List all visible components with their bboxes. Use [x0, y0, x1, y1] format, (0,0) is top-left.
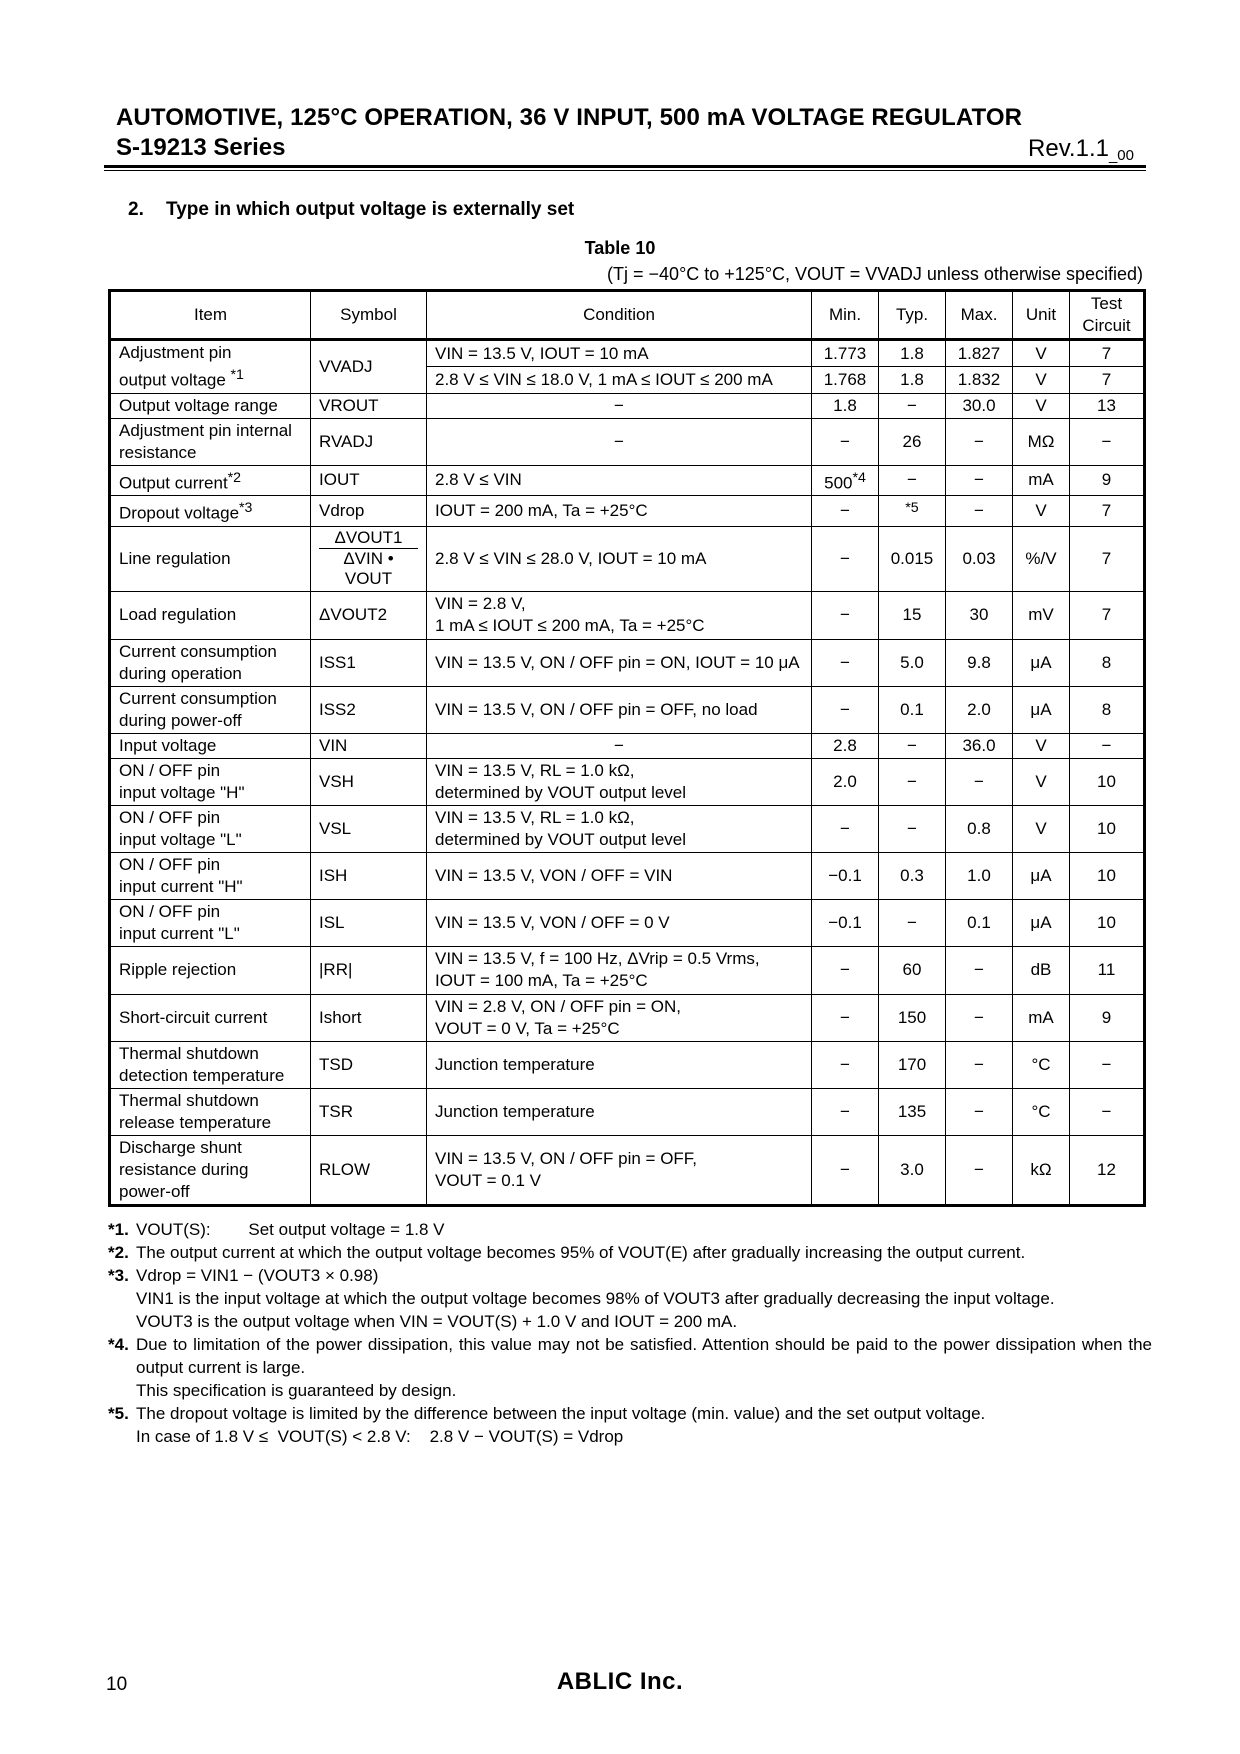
table-caption: Table 10 — [584, 238, 656, 258]
footnote — [108, 1218, 1152, 1241]
cell-condition: VIN = 2.8 V, ON / OFF pin = ON, VOUT = 0 V, Ta = +25°C — [427, 994, 812, 1041]
cell-unit: μA — [1013, 852, 1070, 899]
cell-typ: 0.015 — [879, 526, 946, 591]
cell-circuit: 12 — [1070, 1135, 1145, 1205]
cell-condition: VIN = 13.5 V, ON / OFF pin = ON, IOUT = 10 μA — [427, 639, 812, 686]
footnote-mark: *1. — [108, 1220, 129, 1239]
cell-max: − — [946, 946, 1013, 994]
cell-min: 1.773 — [812, 340, 879, 367]
cell-unit: μA — [1013, 686, 1070, 733]
cell-min: − — [812, 1088, 879, 1135]
cell-condition: VIN = 13.5 V, VON / OFF = VIN — [427, 852, 812, 899]
cell-typ: 1.8 — [879, 367, 946, 393]
cell-min: − — [812, 1041, 879, 1088]
company-logo: ABLIC Inc. — [556, 1668, 684, 1695]
header-symbol: Symbol — [311, 291, 427, 340]
cell-condition: − — [427, 393, 812, 418]
header-test: Test — [1090, 294, 1123, 313]
section-heading — [128, 199, 574, 221]
table-header-row — [110, 291, 1145, 340]
cell-typ: *5 — [879, 496, 946, 527]
cell-min: − — [812, 639, 879, 686]
cell-max: 0.03 — [946, 526, 1013, 591]
cell-condition: VIN = 13.5 V, f = 100 Hz, ΔVrip = 0.5 Vrms, IOUT = 100 mA, Ta = +25°C — [427, 946, 812, 994]
header-unit: Unit — [1013, 291, 1070, 340]
cell-typ: 150 — [879, 994, 946, 1041]
cell-item: Adjustment pin output voltage $^{*1}$ — [110, 340, 311, 394]
cell-typ: − — [879, 465, 946, 496]
cell-unit: mV — [1013, 591, 1070, 639]
cell-min: − — [812, 496, 879, 527]
cell-symbol: VVADJ — [311, 340, 427, 394]
cell-circuit: 10 — [1070, 758, 1145, 805]
cell-circuit: − — [1070, 733, 1145, 758]
cell-circuit: 7 — [1070, 526, 1145, 591]
footnote-text: In case of 1.8 V ≤ VOUT(S) < 2.8 V: 2.8 V − VOUT(S) = Vdrop — [136, 1427, 624, 1446]
revision-main: Rev.1.1 — [1028, 135, 1109, 162]
footnote — [108, 1264, 1152, 1333]
cell-unit: μA — [1013, 639, 1070, 686]
table-row — [110, 465, 1145, 496]
footnote-mark: *4. — [108, 1335, 129, 1354]
cell-item: Thermal shutdown release temperature — [110, 1088, 311, 1135]
cell-max: 2.0 — [946, 686, 1013, 733]
footnotes — [108, 1218, 1152, 1448]
series-name: S-19213 Series — [116, 134, 286, 161]
cell-typ: 3.0 — [879, 1135, 946, 1205]
header-max: Max. — [946, 291, 1013, 340]
header-typ: Typ. — [879, 291, 946, 340]
cell-condition: VIN = 13.5 V, RL = 1.0 kΩ, determined by VOUT output level — [427, 805, 812, 852]
footnote-mark: *3. — [108, 1266, 129, 1285]
spec-table — [108, 289, 1146, 1207]
cell-min: −0.1 — [812, 899, 879, 946]
table-row — [110, 1135, 1145, 1205]
cell-item: Input voltage — [110, 733, 311, 758]
table-row — [110, 1088, 1145, 1135]
footnote — [108, 1241, 1152, 1264]
table-row — [110, 526, 1145, 591]
cell-max: − — [946, 1041, 1013, 1088]
cell-typ: 1.8 — [879, 340, 946, 367]
cell-symbol: TSR — [311, 1088, 427, 1135]
table-row — [110, 899, 1145, 946]
cell-unit: V — [1013, 496, 1070, 527]
cell-condition: VIN = 13.5 V, RL = 1.0 kΩ, determined by VOUT output level — [427, 758, 812, 805]
footnote — [108, 1333, 1152, 1402]
cell-item: Dropout voltage$^{*3}$ — [110, 496, 311, 527]
cell-symbol: ISS1 — [311, 639, 427, 686]
table-row — [110, 852, 1145, 899]
cell-condition: 2.8 V ≤ VIN ≤ 18.0 V, 1 mA ≤ IOUT ≤ 200 mA — [427, 367, 812, 393]
document-title: AUTOMOTIVE, 125°C OPERATION, 36 V INPUT, 500 mA VOLTAGE REGULATOR — [116, 104, 1023, 131]
cell-min: − — [812, 526, 879, 591]
cell-min: − — [812, 946, 879, 994]
cell-circuit: 7 — [1070, 496, 1145, 527]
table-row — [110, 994, 1145, 1041]
header-condition: Condition — [427, 291, 812, 340]
cell-max: − — [946, 496, 1013, 527]
cell-unit: V — [1013, 758, 1070, 805]
cell-symbol: |RR| — [311, 946, 427, 994]
cell-unit: kΩ — [1013, 1135, 1070, 1205]
cell-condition: − — [427, 418, 812, 465]
cell-typ: 135 — [879, 1088, 946, 1135]
table-row — [110, 758, 1145, 805]
cell-item: Adjustment pin internal resistance — [110, 418, 311, 465]
cell-circuit: 9 — [1070, 994, 1145, 1041]
cell-symbol: VROUT — [311, 393, 427, 418]
cell-typ: 5.0 — [879, 639, 946, 686]
footnote-text: Due to limitation of the power dissipation, this value may not be satisfied. Attention should be paid to the power dissipation when the output current is large. — [136, 1335, 1152, 1377]
cell-circuit: 7 — [1070, 591, 1145, 639]
cell-symbol — [311, 526, 427, 591]
table-row — [110, 340, 1145, 367]
cell-condition: VIN = 13.5 V, IOUT = 10 mA — [427, 340, 812, 367]
cell-typ: 60 — [879, 946, 946, 994]
revision — [1028, 135, 1134, 163]
cell-unit: V — [1013, 805, 1070, 852]
cell-typ: 170 — [879, 1041, 946, 1088]
cell-max: − — [946, 994, 1013, 1041]
cell-item: Current consumption during power-off — [110, 686, 311, 733]
cell-item: ON / OFF pin input voltage "L" — [110, 805, 311, 852]
cell-condition: Junction temperature — [427, 1041, 812, 1088]
cell-symbol: ΔVOUT2 — [311, 591, 427, 639]
cell-max: − — [946, 758, 1013, 805]
cell-symbol: RVADJ — [311, 418, 427, 465]
cell-max: − — [946, 1135, 1013, 1205]
header-item: Item — [110, 291, 311, 340]
cell-unit: V — [1013, 393, 1070, 418]
cell-circuit: − — [1070, 1088, 1145, 1135]
cell-condition: − — [427, 733, 812, 758]
cell-max: 30.0 — [946, 393, 1013, 418]
cell-circuit: 9 — [1070, 465, 1145, 496]
cell-symbol: ISS2 — [311, 686, 427, 733]
cell-max: − — [946, 418, 1013, 465]
cell-condition: VIN = 13.5 V, ON / OFF pin = OFF, no load — [427, 686, 812, 733]
revision-sub: _00 — [1108, 147, 1134, 164]
table-row — [110, 496, 1145, 527]
cell-unit: mA — [1013, 465, 1070, 496]
footnote-text: VOUT3 is the output voltage when VIN = VOUT(S) + 1.0 V and IOUT = 200 mA. — [136, 1312, 738, 1331]
table-row — [110, 418, 1145, 465]
cell-circuit: − — [1070, 418, 1145, 465]
cell-circuit: 8 — [1070, 639, 1145, 686]
cell-symbol: ISH — [311, 852, 427, 899]
header-test-circuit — [1070, 291, 1145, 340]
cell-circuit: 10 — [1070, 805, 1145, 852]
footnote-mark: *2. — [108, 1243, 129, 1262]
cell-condition: VIN = 2.8 V, 1 mA ≤ IOUT ≤ 200 mA, Ta = +25°C — [427, 591, 812, 639]
cell-min: 1.8 — [812, 393, 879, 418]
cell-max: 1.832 — [946, 367, 1013, 393]
cell-unit: %/V — [1013, 526, 1070, 591]
footnote-text: VIN1 is the input voltage at which the output voltage becomes 98% of VOUT3 after gradually decreasing the input voltage. — [136, 1289, 1055, 1308]
header-rule-thick — [104, 165, 1146, 168]
footnote-text: The output current at which the output voltage becomes 95% of VOUT(E) after gradually increasing the output current. — [136, 1243, 1026, 1262]
cell-typ: − — [879, 393, 946, 418]
cell-circuit: 8 — [1070, 686, 1145, 733]
cell-circuit: 7 — [1070, 340, 1145, 367]
cell-circuit: 11 — [1070, 946, 1145, 994]
cell-unit: MΩ — [1013, 418, 1070, 465]
cell-circuit: 10 — [1070, 899, 1145, 946]
cell-item: Discharge shunt resistance during power-off — [110, 1135, 311, 1205]
cell-typ: 15 — [879, 591, 946, 639]
cell-typ: − — [879, 899, 946, 946]
cell-min: − — [812, 686, 879, 733]
cell-max: 1.0 — [946, 852, 1013, 899]
header-circuit: Circuit — [1082, 316, 1131, 335]
cell-typ: − — [879, 758, 946, 805]
table-row — [110, 805, 1145, 852]
cell-item: Output current$^{*2}$ — [110, 465, 311, 496]
cell-symbol: Ishort — [311, 994, 427, 1041]
cell-condition: Junction temperature — [427, 1088, 812, 1135]
cell-min: − — [812, 994, 879, 1041]
section-title: Type in which output voltage is externally set — [166, 199, 575, 220]
cell-min: − — [812, 1135, 879, 1205]
cell-unit: μA — [1013, 899, 1070, 946]
table-row — [110, 686, 1145, 733]
cell-unit: dB — [1013, 946, 1070, 994]
cell-unit: V — [1013, 367, 1070, 393]
cell-circuit: − — [1070, 1041, 1145, 1088]
cell-min: − — [812, 418, 879, 465]
cell-min: 2.0 — [812, 758, 879, 805]
cell-typ: − — [879, 805, 946, 852]
cell-item: Load regulation — [110, 591, 311, 639]
cell-max: − — [946, 465, 1013, 496]
cell-symbol: VIN — [311, 733, 427, 758]
table-row — [110, 393, 1145, 418]
page-number: 10 — [106, 1674, 128, 1695]
cell-typ: 0.1 — [879, 686, 946, 733]
cell-condition: VIN = 13.5 V, VON / OFF = 0 V — [427, 899, 812, 946]
footnote-mark: *5. — [108, 1404, 129, 1423]
cell-max: 0.8 — [946, 805, 1013, 852]
cell-symbol: IOUT — [311, 465, 427, 496]
cell-unit: V — [1013, 733, 1070, 758]
cell-max: 36.0 — [946, 733, 1013, 758]
table-row — [110, 591, 1145, 639]
cell-condition: 2.8 V ≤ VIN — [427, 465, 812, 496]
symbol-fraction: $\frac{\text{ΔVOUT1}}{\text{ΔVIN • VOUT}}$ — [319, 528, 418, 589]
cell-max: 1.827 — [946, 340, 1013, 367]
cell-typ: − — [879, 733, 946, 758]
footnote-text: The dropout voltage is limited by the difference between the input voltage (min. value) and the set output voltage. — [136, 1404, 986, 1423]
section-number: 2. — [128, 199, 144, 220]
footnote-text: Vdrop = VIN1 − (VOUT3 × 0.98) — [136, 1266, 379, 1285]
cell-max: 9.8 — [946, 639, 1013, 686]
cell-item: Ripple rejection — [110, 946, 311, 994]
table-row — [110, 1041, 1145, 1088]
cell-item: Current consumption during operation — [110, 639, 311, 686]
cell-item: Thermal shutdown detection temperature — [110, 1041, 311, 1088]
table-row — [110, 639, 1145, 686]
cell-symbol: RLOW — [311, 1135, 427, 1205]
cell-item: Short-circuit current — [110, 994, 311, 1041]
footnote-text: VOUT(S): Set output voltage = 1.8 V — [136, 1220, 445, 1239]
cell-symbol: ISL — [311, 899, 427, 946]
cell-max: − — [946, 1088, 1013, 1135]
cell-max: 0.1 — [946, 899, 1013, 946]
cell-item: ON / OFF pin input current "H" — [110, 852, 311, 899]
cell-min: 500$^{*4}$ — [812, 465, 879, 496]
cell-item: ON / OFF pin input voltage "H" — [110, 758, 311, 805]
header-min: Min. — [812, 291, 879, 340]
cell-max: 30 — [946, 591, 1013, 639]
cell-circuit: 13 — [1070, 393, 1145, 418]
cell-condition: VIN = 13.5 V, ON / OFF pin = OFF, VOUT = 0.1 V — [427, 1135, 812, 1205]
cell-symbol: VSL — [311, 805, 427, 852]
cell-item: Line regulation — [110, 526, 311, 591]
cell-symbol: Vdrop — [311, 496, 427, 527]
cell-min: 1.768 — [812, 367, 879, 393]
cell-item: Output voltage range — [110, 393, 311, 418]
cell-unit: mA — [1013, 994, 1070, 1041]
cell-min: − — [812, 805, 879, 852]
table-row — [110, 946, 1145, 994]
table-row — [110, 733, 1145, 758]
cell-unit: °C — [1013, 1088, 1070, 1135]
cell-item: ON / OFF pin input current "L" — [110, 899, 311, 946]
cell-condition: 2.8 V ≤ VIN ≤ 28.0 V, IOUT = 10 mA — [427, 526, 812, 591]
cell-min: − — [812, 591, 879, 639]
cell-circuit: 7 — [1070, 367, 1145, 393]
cell-typ: 0.3 — [879, 852, 946, 899]
footnote-text: This specification is guaranteed by design. — [136, 1381, 457, 1400]
footnote — [108, 1402, 1152, 1448]
table-conditions: (Tj = −40°C to +125°C, VOUT = VVADJ unless otherwise specified) — [607, 264, 1143, 284]
cell-min: −0.1 — [812, 852, 879, 899]
cell-unit: V — [1013, 340, 1070, 367]
cell-condition: IOUT = 200 mA, Ta = +25°C — [427, 496, 812, 527]
cell-symbol: VSH — [311, 758, 427, 805]
cell-typ: 26 — [879, 418, 946, 465]
cell-circuit: 10 — [1070, 852, 1145, 899]
cell-unit: °C — [1013, 1041, 1070, 1088]
header-rule-thin — [104, 170, 1146, 171]
cell-symbol: TSD — [311, 1041, 427, 1088]
cell-min: 2.8 — [812, 733, 879, 758]
